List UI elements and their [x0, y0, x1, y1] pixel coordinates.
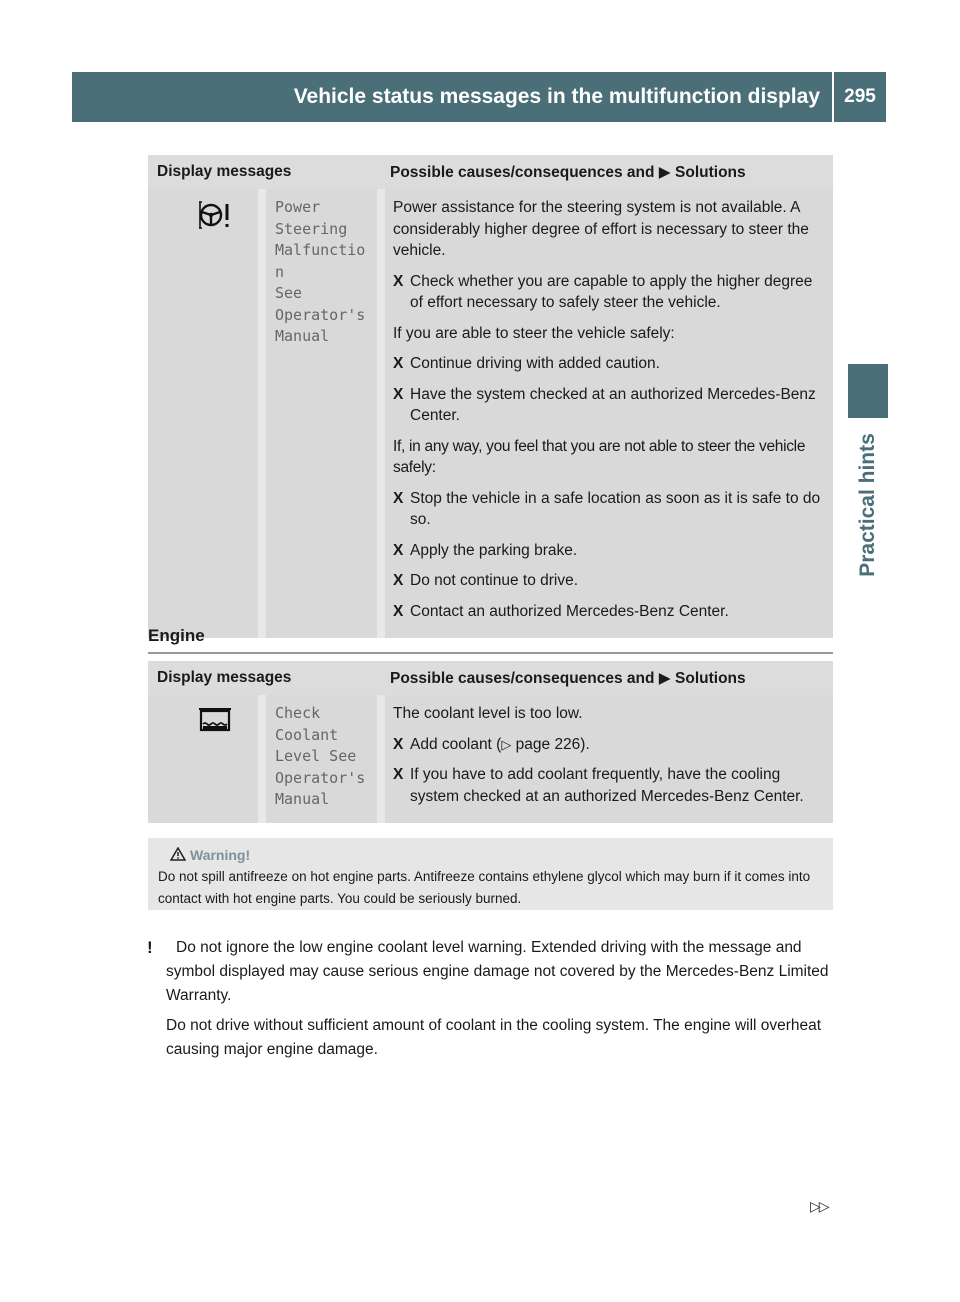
warning-box [148, 838, 833, 910]
col-header-causes: Possible causes/consequences and ▶ Solutions [381, 661, 833, 695]
table-row [148, 189, 833, 638]
warning-text: Do not spill antifreeze on hot engine parts. Antifreeze contains ethylene glycol which may burn if it comes into contact with hot engine parts. You could be seriously burned. [158, 869, 811, 906]
note-paragraph: Do not drive without sufficient amount of coolant in the cooling system. The engine will overheat causing major engine damage. [166, 1017, 822, 1058]
list-item: X Continue driving with added caution. [393, 355, 660, 372]
side-tab-marker [848, 364, 888, 418]
steering-intro: Power assistance for the steering system is not available. A considerably higher degree of effort is necessary to steer the vehicle. [393, 199, 809, 259]
list-item: X Stop the vehicle in a safe location as soon as it is safe to do so. [393, 489, 821, 528]
play-arrow-icon: ▶ [658, 163, 671, 181]
continue-arrow-icon: ▷▷ [810, 1198, 828, 1214]
side-tab-label: Practical hints [856, 433, 879, 577]
icon-cell [148, 695, 262, 823]
exclamation-icon: ! [147, 938, 153, 957]
list-item: X Do not continue to drive. [393, 572, 579, 589]
warning-triangle-icon [170, 847, 186, 861]
page-ref-arrow-icon: ▷ [501, 736, 512, 752]
col-header-causes: Possible causes/consequences and ▶ Solutions [381, 155, 833, 189]
list-item: X Contact an authorized Mercedes-Benz Center. [393, 602, 729, 620]
steering-warning-icon [198, 201, 232, 231]
page-number: 295 [834, 72, 886, 122]
list-item: X Add coolant (▷ page 226). [393, 735, 590, 753]
warning-title: Warning! [158, 844, 823, 866]
list-item: X Have the system checked at an authorized Mercedes-Benz Center. [393, 385, 816, 424]
steering-table [148, 155, 833, 638]
page-title: Vehicle status messages in the multifunction display [72, 72, 832, 122]
display-message: Check Coolant Level See Operator's Manual [262, 695, 381, 823]
note-block [148, 936, 838, 1068]
list-item: X Apply the parking brake. [393, 541, 578, 559]
table-header-row [148, 661, 833, 695]
note-paragraph: Do not ignore the low engine coolant level warning. Extended driving with the message and symbol displayed may cause serious engine damage not covered by the Mercedes-Benz Limited Warranty. [166, 939, 829, 1004]
steering-safe-text: If you are able to steer the vehicle safely: [393, 324, 675, 342]
solutions-cell [381, 695, 833, 823]
coolant-level-icon [198, 707, 232, 733]
icon-cell [148, 189, 262, 638]
steering-unsafe-text: If, in any way, you feel that you are not able to steer the vehicle safely: [393, 437, 806, 476]
play-arrow-icon: ▶ [658, 669, 671, 687]
page-header [72, 72, 886, 122]
table-row [148, 695, 833, 823]
section-heading-engine: Engine [148, 626, 833, 654]
col-header-display-messages: Display messages [148, 155, 381, 189]
display-message: Power Steering Malfunctio n See Operator's Manual [262, 189, 381, 638]
coolant-intro: The coolant level is too low. [393, 705, 583, 722]
list-item: X Check whether you are capable to apply the higher degree of effort necessary to safely steer the vehicle. [393, 272, 813, 311]
table-header-row [148, 155, 833, 189]
solutions-cell [381, 189, 833, 638]
list-item: X If you have to add coolant frequently, have the cooling system checked at an authorized Mercedes-Benz Center. [393, 766, 804, 805]
col-header-display-messages: Display messages [148, 661, 381, 695]
coolant-table [148, 661, 833, 823]
